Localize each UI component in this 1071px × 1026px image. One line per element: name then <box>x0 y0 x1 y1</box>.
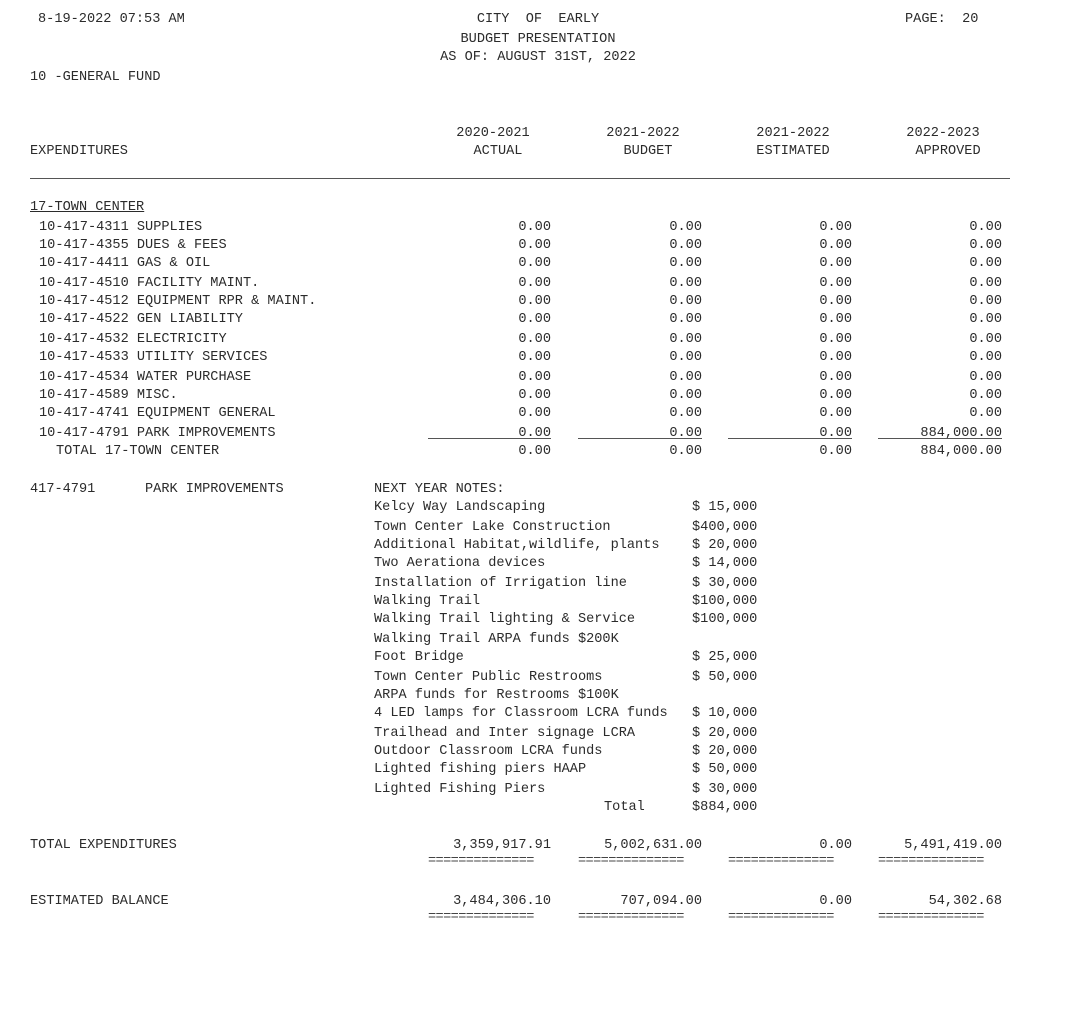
line-item-actual: 0.00 <box>518 388 551 403</box>
line-item-estimated: 0.00 <box>819 256 852 271</box>
line-item-actual: 0.00 <box>518 220 551 235</box>
notes-total-label: Total <box>604 800 645 815</box>
line-item-approved: 884,000.00 <box>920 426 1002 441</box>
line-item-label: 10-417-4510 FACILITY MAINT. <box>39 276 260 291</box>
line-item-budget: 0.00 <box>669 238 702 253</box>
col3-type: ESTIMATED <box>756 144 830 159</box>
col1-type: ACTUAL <box>473 144 523 159</box>
note-item-text: Installation of Irrigation line <box>374 576 627 591</box>
note-item-text: Lighted fishing piers HAAP <box>374 762 587 777</box>
total-expenditures-col1: 3,359,917.91 <box>453 838 551 853</box>
line-item-estimated: 0.00 <box>819 312 852 327</box>
line-item-actual: 0.00 <box>518 294 551 309</box>
line-item-estimated: 0.00 <box>819 426 852 441</box>
department-total-col2: 0.00 <box>669 444 702 459</box>
note-item-text: Walking Trail <box>374 594 481 609</box>
estimated-balance-col2: 707,094.00 <box>620 894 702 909</box>
double-rule: ============== <box>428 854 534 869</box>
line-item-label: 10-417-4533 UTILITY SERVICES <box>39 350 268 365</box>
line-item-actual: 0.00 <box>518 276 551 291</box>
subtotal-rule-2 <box>578 438 702 439</box>
note-item-amount: $ 20,000 <box>692 726 758 741</box>
line-item-approved: 0.00 <box>969 350 1002 365</box>
department-name: 17-TOWN CENTER <box>30 200 145 215</box>
report-datetime: 8-19-2022 07:53 AM <box>38 12 185 27</box>
line-item-label: 10-417-4355 DUES & FEES <box>39 238 227 253</box>
estimated-balance-col3: 0.00 <box>819 894 852 909</box>
line-item-actual: 0.00 <box>518 426 551 441</box>
page-number: PAGE: 20 <box>905 12 979 27</box>
line-item-budget: 0.00 <box>669 276 702 291</box>
line-item-estimated: 0.00 <box>819 220 852 235</box>
line-item-approved: 0.00 <box>969 238 1002 253</box>
note-item-text: Additional Habitat,wildlife, plants <box>374 538 660 553</box>
note-item-text: ARPA funds for Restrooms $100K <box>374 688 619 703</box>
line-item-estimated: 0.00 <box>819 332 852 347</box>
total-expenditures-label: TOTAL EXPENDITURES <box>30 838 177 853</box>
line-item-label: 10-417-4311 SUPPLIES <box>39 220 203 235</box>
note-item-text: Trailhead and Inter signage LCRA <box>374 726 636 741</box>
col4-type: APPROVED <box>915 144 981 159</box>
double-rule: ============== <box>428 910 534 925</box>
line-item-approved: 0.00 <box>969 406 1002 421</box>
report-as-of: AS OF: AUGUST 31ST, 2022 <box>440 50 636 65</box>
line-item-estimated: 0.00 <box>819 406 852 421</box>
col3-year: 2021-2022 <box>756 126 830 141</box>
note-item-text: Outdoor Classroom LCRA funds <box>374 744 603 759</box>
line-item-label: 10-417-4522 GEN LIABILITY <box>39 312 243 327</box>
line-item-approved: 0.00 <box>969 256 1002 271</box>
line-item-actual: 0.00 <box>518 312 551 327</box>
double-rule: ============== <box>578 910 684 925</box>
note-item-amount: $ 50,000 <box>692 670 758 685</box>
line-item-budget: 0.00 <box>669 256 702 271</box>
line-item-estimated: 0.00 <box>819 276 852 291</box>
line-item-estimated: 0.00 <box>819 388 852 403</box>
double-rule: ============== <box>878 910 984 925</box>
total-expenditures-col3: 0.00 <box>819 838 852 853</box>
note-item-amount: $100,000 <box>692 612 758 627</box>
line-item-actual: 0.00 <box>518 350 551 365</box>
note-item-amount: $ 20,000 <box>692 538 758 553</box>
line-item-label: 10-417-4512 EQUIPMENT RPR & MAINT. <box>39 294 317 309</box>
city-name: CITY OF EARLY <box>476 12 600 27</box>
estimated-balance-col4: 54,302.68 <box>928 894 1002 909</box>
note-item-amount: $ 25,000 <box>692 650 758 665</box>
line-item-approved: 0.00 <box>969 370 1002 385</box>
note-item-text: Town Center Public Restrooms <box>374 670 603 685</box>
line-item-approved: 0.00 <box>969 312 1002 327</box>
department-total-col4: 884,000.00 <box>920 444 1002 459</box>
double-rule: ============== <box>878 854 984 869</box>
notes-account-name: PARK IMPROVEMENTS <box>145 482 284 497</box>
department-total-col1: 0.00 <box>518 444 551 459</box>
line-item-budget: 0.00 <box>669 370 702 385</box>
note-item-amount: $ 50,000 <box>692 762 758 777</box>
col1-year: 2020-2021 <box>456 126 530 141</box>
note-item-amount: $ 30,000 <box>692 782 758 797</box>
note-item-text: Walking Trail lighting & Service <box>374 612 636 627</box>
line-item-label: 10-417-4589 MISC. <box>39 388 178 403</box>
line-item-actual: 0.00 <box>518 332 551 347</box>
total-expenditures-col2: 5,002,631.00 <box>604 838 702 853</box>
line-item-budget: 0.00 <box>669 406 702 421</box>
col4-year: 2022-2023 <box>906 126 980 141</box>
department-total-label: TOTAL 17-TOWN CENTER <box>56 444 220 459</box>
department-total-col3: 0.00 <box>819 444 852 459</box>
line-item-budget: 0.00 <box>669 350 702 365</box>
line-item-approved: 0.00 <box>969 276 1002 291</box>
notes-total-amount: $884,000 <box>692 800 758 815</box>
line-item-budget: 0.00 <box>669 388 702 403</box>
line-item-approved: 0.00 <box>969 220 1002 235</box>
line-item-actual: 0.00 <box>518 406 551 421</box>
line-item-actual: 0.00 <box>518 238 551 253</box>
line-item-estimated: 0.00 <box>819 238 852 253</box>
line-item-label: 10-417-4791 PARK IMPROVEMENTS <box>39 426 276 441</box>
line-item-budget: 0.00 <box>669 426 702 441</box>
line-item-actual: 0.00 <box>518 256 551 271</box>
line-item-label: 10-417-4532 ELECTRICITY <box>39 332 227 347</box>
note-item-text: 4 LED lamps for Classroom LCRA funds <box>374 706 668 721</box>
line-item-estimated: 0.00 <box>819 350 852 365</box>
line-item-budget: 0.00 <box>669 332 702 347</box>
notes-heading: NEXT YEAR NOTES: <box>374 482 505 497</box>
line-item-actual: 0.00 <box>518 370 551 385</box>
line-item-label: 10-417-4534 WATER PURCHASE <box>39 370 252 385</box>
line-item-approved: 0.00 <box>969 388 1002 403</box>
subtotal-rule-1 <box>428 438 551 439</box>
note-item-text: Walking Trail ARPA funds $200K <box>374 632 619 647</box>
note-item-text: Lighted Fishing Piers <box>374 782 546 797</box>
subtotal-rule-4 <box>878 438 1002 439</box>
line-item-approved: 0.00 <box>969 294 1002 309</box>
double-rule: ============== <box>578 854 684 869</box>
note-item-text: Kelcy Way Landscaping <box>374 500 546 515</box>
line-item-budget: 0.00 <box>669 220 702 235</box>
line-item-budget: 0.00 <box>669 312 702 327</box>
estimated-balance-col1: 3,484,306.10 <box>453 894 551 909</box>
col2-type: BUDGET <box>623 144 673 159</box>
note-item-amount: $100,000 <box>692 594 758 609</box>
line-item-estimated: 0.00 <box>819 370 852 385</box>
line-item-budget: 0.00 <box>669 294 702 309</box>
total-expenditures-col4: 5,491,419.00 <box>904 838 1002 853</box>
subtotal-rule-3 <box>728 438 852 439</box>
note-item-amount: $ 30,000 <box>692 576 758 591</box>
note-item-amount: $ 20,000 <box>692 744 758 759</box>
double-rule: ============== <box>728 910 834 925</box>
header-divider <box>30 178 1010 179</box>
notes-account: 417-4791 <box>30 482 96 497</box>
line-item-estimated: 0.00 <box>819 294 852 309</box>
line-item-approved: 0.00 <box>969 332 1002 347</box>
note-item-amount: $ 15,000 <box>692 500 758 515</box>
note-item-amount: $ 10,000 <box>692 706 758 721</box>
note-item-amount: $400,000 <box>692 520 758 535</box>
note-item-text: Town Center Lake Construction <box>374 520 611 535</box>
line-item-label: 10-417-4411 GAS & OIL <box>39 256 211 271</box>
note-item-text: Foot Bridge <box>374 650 464 665</box>
report-title: BUDGET PRESENTATION <box>460 32 616 47</box>
note-item-text: Two Aerationa devices <box>374 556 546 571</box>
estimated-balance-label: ESTIMATED BALANCE <box>30 894 169 909</box>
line-item-label: 10-417-4741 EQUIPMENT GENERAL <box>39 406 276 421</box>
col2-year: 2021-2022 <box>606 126 680 141</box>
fund-name: 10 -GENERAL FUND <box>30 70 161 85</box>
expenditures-label: EXPENDITURES <box>30 144 128 159</box>
note-item-amount: $ 14,000 <box>692 556 758 571</box>
double-rule: ============== <box>728 854 834 869</box>
